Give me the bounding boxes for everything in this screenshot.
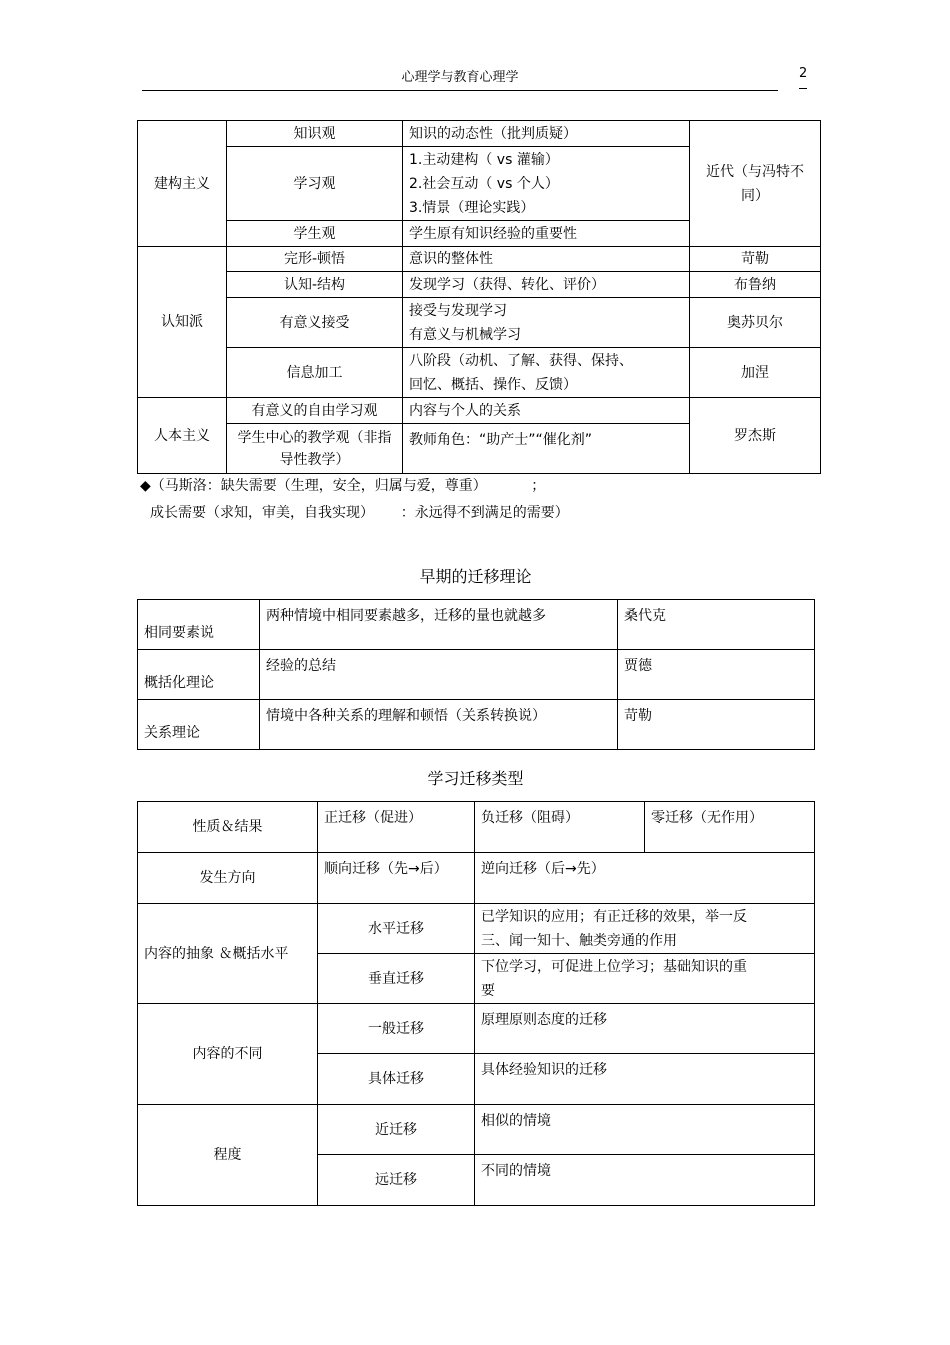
desc-cell: 原理原则态度的迁移: [475, 1004, 815, 1054]
page-number: 2: [799, 66, 808, 81]
desc-line: 已学知识的应用；有正迁移的效果，举一反: [481, 908, 747, 925]
person-humanism: 罗杰斯: [690, 398, 821, 474]
person-constructivism: [690, 121, 821, 247]
section-title-transfer-types: 学习迁移类型: [427, 769, 524, 788]
view-cell: 有意义接受: [227, 298, 403, 348]
category-nature: 性质＆结果: [138, 802, 318, 853]
learning-theories-table: [137, 120, 821, 474]
theory-cell: 概括化理论: [138, 650, 260, 700]
content-cell: 两种情境中相同要素越多，迁移的量也就越多: [260, 600, 618, 650]
content-cell: [403, 348, 690, 398]
person-constructivism-text: 近代（与冯特不同）: [706, 163, 804, 204]
content-cell: 知识的动态性（批判质疑）: [403, 121, 690, 147]
content-cell: [403, 298, 690, 348]
person-cell: 奥苏贝尔: [690, 298, 821, 348]
person-cell: 布鲁纳: [690, 272, 821, 298]
group-constructivism: 建构主义: [138, 121, 227, 247]
desc-line: 三、闻一知十、触类旁通的作用: [481, 932, 677, 949]
subtype-cell: 垂直迁移: [318, 954, 475, 1004]
content-cell: [403, 147, 690, 221]
desc-cell: [475, 954, 815, 1004]
note-line-1: ◆（马斯洛：缺失需要（生理，安全，归属与爱，尊重） ；: [140, 478, 546, 494]
desc-line: 下位学习，可促进上位学习；基础知识的重: [481, 958, 747, 975]
view-cell: 学生观: [227, 221, 403, 247]
early-transfer-table: [137, 599, 815, 750]
view-cell: 信息加工: [227, 348, 403, 398]
section-title-early-transfer: 早期的迁移理论: [419, 567, 532, 586]
desc-line: 要: [481, 982, 495, 999]
group-cognitive: 认知派: [138, 247, 227, 398]
person-cell: 苛勒: [690, 247, 821, 272]
desc-cell: [475, 904, 815, 954]
category-content-diff: 内容的不同: [138, 1004, 318, 1105]
view-cell: 有意义的自由学习观: [227, 398, 403, 424]
content-line: 回忆、概括、操作、反馈）: [409, 376, 577, 393]
type-cell: 负迁移（阻碍）: [475, 802, 645, 853]
transfer-types-table: [137, 801, 815, 1206]
page-header-title: 心理学与教育心理学: [401, 70, 519, 85]
subtype-cell: 水平迁移: [318, 904, 475, 954]
content-cell: 内容与个人的关系: [403, 398, 690, 424]
content-cell: 经验的总结: [260, 650, 618, 700]
view-cell: 学生中心的教学观（非指导性教学）: [227, 424, 403, 474]
page-number-rule: [799, 88, 807, 89]
theory-cell: 关系理论: [138, 700, 260, 750]
content-cell: 学生原有知识经验的重要性: [403, 221, 690, 247]
content-line: 接受与发现学习: [409, 302, 507, 319]
group-humanism: 人本主义: [138, 398, 227, 474]
person-cell: 苛勒: [618, 700, 815, 750]
category-abstraction: 内容的抽象 ＆概括水平: [138, 904, 318, 1004]
subtype-cell: 一般迁移: [318, 1004, 475, 1054]
subtype-cell: 远迁移: [318, 1155, 475, 1206]
content-line: 2.社会互动（ vs 个人）: [409, 175, 559, 192]
desc-cell: 不同的情境: [475, 1155, 815, 1206]
desc-cell: 具体经验知识的迁移: [475, 1054, 815, 1105]
content-cell: 教师角色：“助产士”“催化剂”: [403, 424, 690, 474]
content-line: 八阶段（动机、了解、获得、保持、: [409, 352, 633, 369]
subtype-cell: 近迁移: [318, 1105, 475, 1155]
content-line: 有意义与机械学习: [409, 326, 521, 343]
content-cell: 发现学习（获得、转化、评价）: [403, 272, 690, 298]
view-cell: 完形-顿悟: [227, 247, 403, 272]
view-cell: 学习观: [227, 147, 403, 221]
category-degree: 程度: [138, 1105, 318, 1206]
note-line-2: 成长需要（求知，审美，自我实现） ：永远得不到满足的需要）: [150, 505, 569, 521]
person-cell: 贾德: [618, 650, 815, 700]
desc-cell: 相似的情境: [475, 1105, 815, 1155]
theory-cell: 相同要素说: [138, 600, 260, 650]
subtype-cell: 具体迁移: [318, 1054, 475, 1105]
type-cell: 零迁移（无作用）: [645, 802, 815, 853]
header-rule: [142, 90, 778, 91]
content-cell: 意识的整体性: [403, 247, 690, 272]
content-line: 3.情景（理论实践）: [409, 199, 535, 216]
type-cell: 正迁移（促进）: [318, 802, 475, 853]
type-cell: 逆向迁移（后→先）: [475, 853, 815, 904]
type-cell: 顺向迁移（先→后）: [318, 853, 475, 904]
person-cell: 桑代克: [618, 600, 815, 650]
category-direction: 发生方向: [138, 853, 318, 904]
content-cell: 情境中各种关系的理解和顿悟（关系转换说）: [260, 700, 618, 750]
person-cell: 加涅: [690, 348, 821, 398]
content-line: 1.主动建构（ vs 灌输）: [409, 151, 559, 168]
view-cell: 认知-结构: [227, 272, 403, 298]
view-cell: 知识观: [227, 121, 403, 147]
